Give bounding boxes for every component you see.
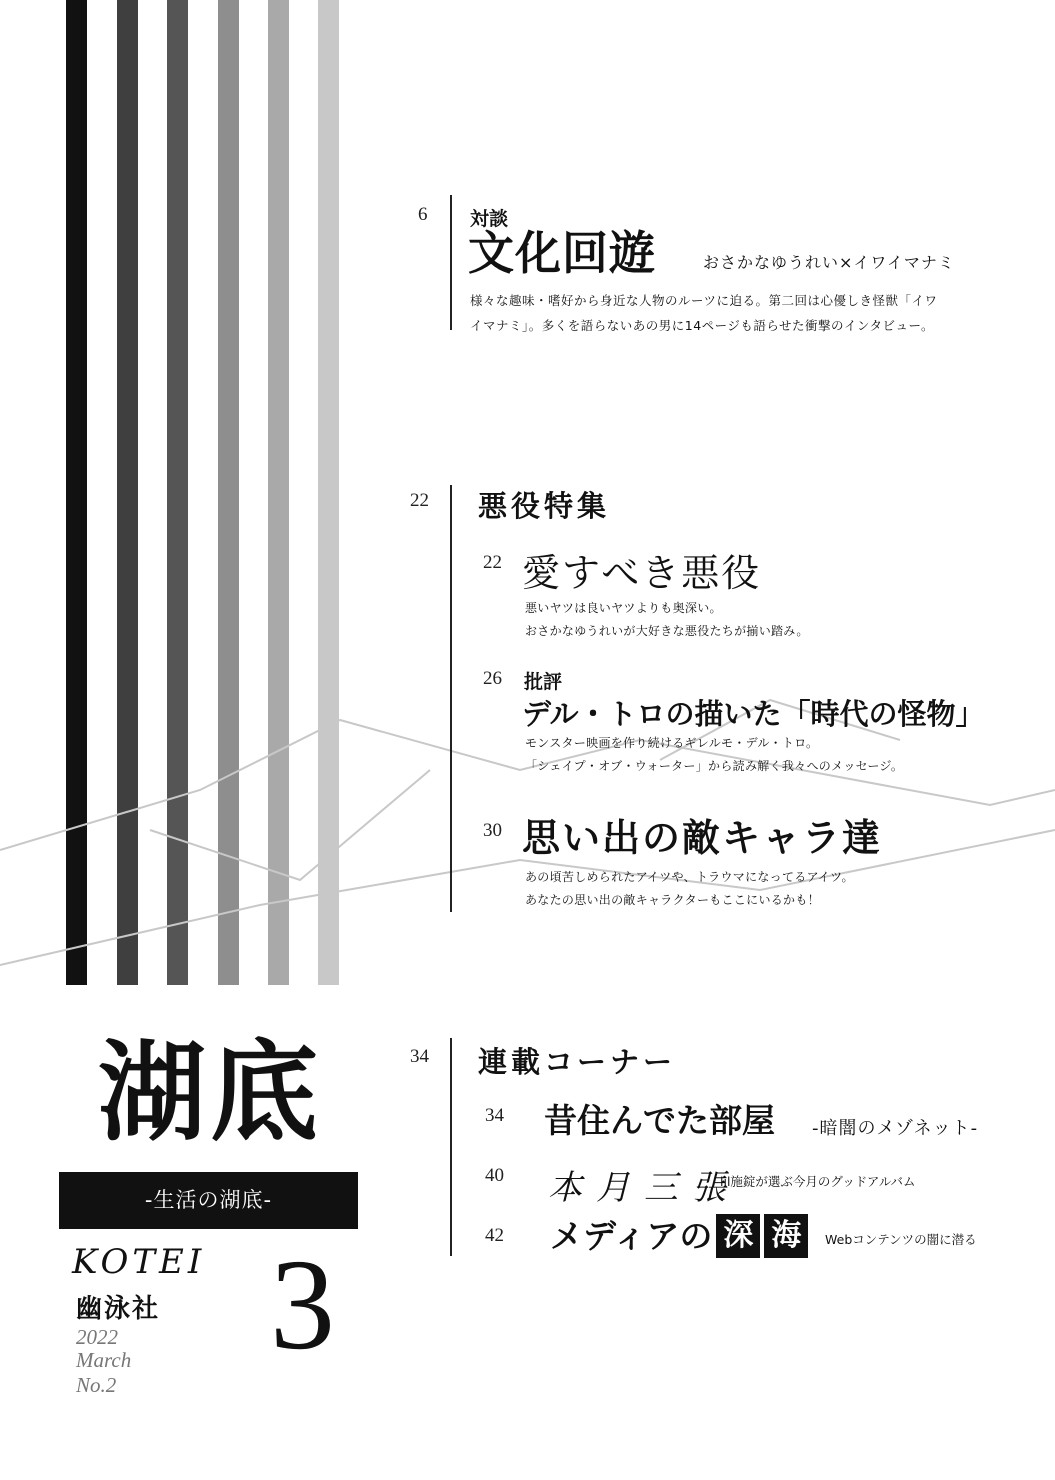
serial-page-number[interactable]: 34 xyxy=(410,1046,429,1067)
article-3-desc-line-2: あなたの思い出の敵キャラクターもここにいるかも！ xyxy=(525,893,820,907)
article-3-desc-line-1: あの頃苦しめられたアイツや、トラウマになってるアイツ。 xyxy=(525,870,854,884)
interview-page-number[interactable]: 6 xyxy=(418,204,428,225)
tagline-band xyxy=(59,1172,358,1229)
article-2-description xyxy=(525,732,903,778)
big-issue-number: 3 xyxy=(270,1233,335,1377)
interview-guests: おさかなゆうれい×イワイマナミ xyxy=(703,253,955,272)
serial-1-title[interactable]: 昔住んでた部屋 xyxy=(544,1101,775,1140)
serial-3-title-box-2: 海 xyxy=(764,1214,808,1258)
interview-desc-line-2: イマナミ」。多くを語らないあの男に14ページも語らせた衝撃のインタビュー。 xyxy=(470,318,935,333)
feature-heading[interactable]: 悪役特集 xyxy=(478,489,611,523)
article-2-category: 批評 xyxy=(524,671,563,693)
article-2-desc-line-2: 「シェイプ・オブ・ウォーター」から読み解く我々へのメッセージ。 xyxy=(525,759,904,773)
feature-divider xyxy=(450,485,452,912)
serial-2-subtitle: lil施錠が選ぶ今月のグッドアルバム xyxy=(720,1174,916,1189)
article-2-page[interactable]: 26 xyxy=(483,668,502,689)
serial-1-page[interactable]: 34 xyxy=(485,1105,504,1126)
issue-month: March xyxy=(76,1348,132,1372)
article-3-page[interactable]: 30 xyxy=(483,820,502,841)
serial-2-page[interactable]: 40 xyxy=(485,1165,504,1186)
article-3-title[interactable]: 思い出の敵キャラ達 xyxy=(522,816,883,860)
romaji-title: KOTEI xyxy=(72,1242,206,1282)
interview-divider xyxy=(450,195,452,330)
serial-3-subtitle: Webコンテンツの闇に潜る xyxy=(825,1232,977,1247)
serial-heading[interactable]: 連載コーナー xyxy=(478,1045,677,1079)
tagline: -生活の湖底- xyxy=(144,1188,273,1212)
magazine-logo: 湖底 xyxy=(98,1031,323,1156)
interview-title[interactable]: 文化回遊 xyxy=(468,226,656,280)
serial-3-page[interactable]: 42 xyxy=(485,1225,504,1246)
interview-category: 対談 xyxy=(470,208,509,230)
serial-2-title[interactable]: 本月三張 xyxy=(548,1168,740,1208)
serial-3-title-box-1: 深 xyxy=(716,1214,760,1258)
interview-description xyxy=(470,288,990,338)
article-1-desc-line-1: 悪いヤツは良いヤツよりも奥深い。 xyxy=(525,601,722,615)
issue-number: No.2 xyxy=(76,1373,117,1397)
article-2-desc-line-1: モンスター映画を作り続けるギレルモ・デル・トロ。 xyxy=(525,736,819,750)
serial-1-subtitle: -暗闇のメゾネット- xyxy=(812,1118,979,1139)
article-1-desc-line-2: おさかなゆうれいが大好きな悪役たちが揃い踏み。 xyxy=(525,624,809,638)
publisher-name: 幽泳社 xyxy=(76,1294,161,1324)
serial-divider xyxy=(450,1038,452,1256)
article-3-description xyxy=(525,866,854,912)
serial-3-title[interactable] xyxy=(550,1214,808,1258)
article-1-page[interactable]: 22 xyxy=(483,552,502,573)
serial-3-title-main: メディアの xyxy=(550,1216,713,1256)
interview-desc-line-1: 様々な趣味・嗜好から身近な人物のルーツに迫る。第二回は心優しき怪獣「イワ xyxy=(470,293,938,308)
article-1-title[interactable]: 愛すべき悪役 xyxy=(522,551,762,595)
feature-page-number[interactable]: 22 xyxy=(410,490,429,511)
article-1-description xyxy=(525,597,809,643)
article-2-title[interactable]: デル・トロの描いた「時代の怪物」 xyxy=(522,697,985,731)
issue-year: 2022 xyxy=(76,1325,118,1349)
